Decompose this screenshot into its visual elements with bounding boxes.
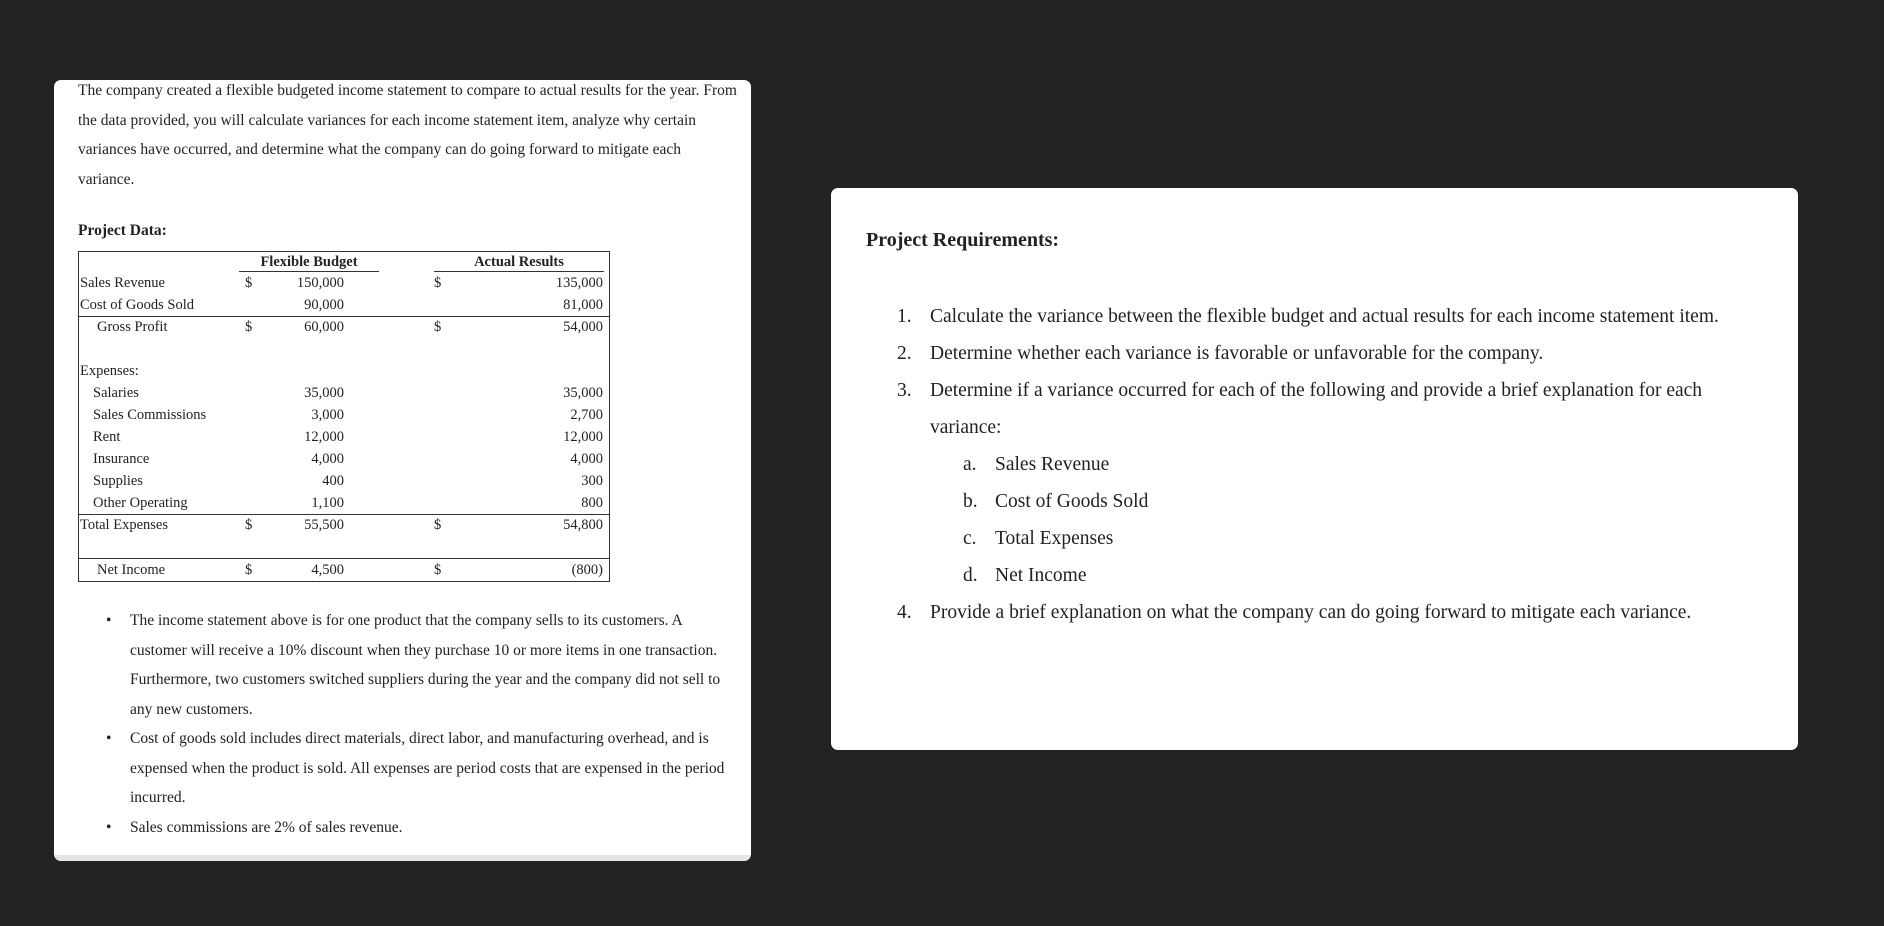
row-label: Salaries — [93, 385, 139, 401]
actual-value: 135,000 — [555, 275, 603, 291]
sub-item-letter: c. — [963, 528, 977, 549]
actual-value: (800) — [571, 562, 603, 578]
sub-item-letter: d. — [963, 565, 978, 586]
actual-value: 81,000 — [563, 297, 603, 313]
table-row — [79, 470, 609, 492]
table-row — [79, 426, 609, 448]
list-item — [106, 813, 742, 843]
row-label: Sales Commissions — [93, 407, 207, 423]
bullet: • — [106, 818, 112, 836]
requirements-panel — [831, 188, 1798, 750]
sub-item-text: Sales Revenue — [995, 454, 1110, 475]
table-row — [79, 316, 609, 338]
row-label: Rent — [93, 429, 121, 445]
budget-value: 1,100 — [311, 495, 344, 511]
table-row — [79, 360, 609, 382]
requirements-title: Project Requirements: — [866, 229, 1060, 251]
row-label: Net Income — [97, 562, 166, 578]
row-label: Sales Revenue — [80, 275, 165, 291]
actual-value: 4,000 — [570, 451, 603, 467]
sub-item-letter: b. — [963, 491, 978, 512]
intro-paragraph: The company created a flexible budgeted income statement to compare to actual results for the year. From the data provided, you will calculate variances for each income statement item, analyze why certain variances have occurred, and determine what the company can do going forward to mitigate each variance. — [78, 82, 737, 188]
table-row — [79, 404, 609, 426]
sub-item-text: Net Income — [995, 565, 1087, 586]
row-label: Gross Profit — [97, 319, 168, 335]
currency-symbol: $ — [245, 319, 253, 335]
table-row — [79, 382, 609, 404]
budget-value: 3,000 — [311, 407, 344, 423]
table-row — [79, 514, 609, 536]
actual-value: 54,000 — [563, 319, 603, 335]
project-data-panel — [54, 80, 751, 861]
budget-value: 400 — [322, 473, 344, 489]
list-item — [106, 606, 742, 724]
item-number: 2. — [897, 343, 912, 364]
row-label: Supplies — [93, 473, 143, 489]
currency-symbol: $ — [245, 275, 253, 291]
notes-list — [106, 606, 742, 842]
bullet: • — [106, 612, 112, 629]
list-item — [897, 594, 1757, 631]
actual-value: 54,800 — [563, 517, 603, 533]
budget-value: 4,500 — [311, 562, 344, 578]
row-label: Insurance — [93, 451, 150, 467]
sub-item — [930, 446, 1757, 483]
budget-value: 4,000 — [311, 451, 344, 467]
actual-value: 12,000 — [563, 429, 603, 445]
requirements-list — [897, 298, 1757, 631]
actual-value: 300 — [581, 473, 603, 489]
currency-symbol: $ — [245, 562, 253, 578]
table-row — [79, 492, 609, 514]
project-data-title: Project Data: — [78, 222, 167, 239]
sub-item — [930, 520, 1757, 557]
row-label: Cost of Goods Sold — [80, 297, 195, 313]
item-number: 1. — [897, 306, 912, 327]
budget-value: 150,000 — [296, 275, 344, 291]
item-number: 3. — [897, 380, 912, 401]
table-row — [79, 272, 609, 294]
horizontal-scrollbar[interactable] — [54, 855, 751, 861]
actual-value: 2,700 — [570, 407, 603, 423]
income-statement-table — [78, 251, 610, 582]
sub-list — [930, 446, 1757, 594]
sub-item — [930, 483, 1757, 520]
actual-value: 35,000 — [563, 385, 603, 401]
row-label: Other Operating — [93, 495, 188, 511]
currency-symbol: $ — [434, 562, 442, 578]
sub-item — [930, 557, 1757, 594]
budget-value: 55,500 — [304, 517, 344, 533]
row-label: Total Expenses — [80, 517, 168, 533]
item-number: 4. — [897, 602, 912, 623]
item-text: Determine whether each variance is favorable or unfavorable for the company. — [930, 343, 1544, 364]
currency-symbol: $ — [434, 319, 442, 335]
list-item — [106, 724, 742, 813]
sub-item-letter: a. — [963, 454, 977, 475]
header-flexible-budget: Flexible Budget — [239, 254, 379, 272]
header-actual-results: Actual Results — [434, 254, 604, 272]
item-text: Provide a brief explanation on what the company can do going forward to mitigate each variance. — [930, 602, 1692, 623]
list-item — [897, 298, 1757, 335]
note-text: Sales commissions are 2% of sales revenue. — [130, 818, 403, 836]
budget-value: 90,000 — [304, 297, 344, 313]
bullet: • — [106, 730, 112, 747]
table-row — [79, 448, 609, 470]
list-item — [897, 372, 1757, 594]
note-text: Cost of goods sold includes direct materials, direct labor, and manufacturing overhead, and is expensed when the product is sold. All expenses are period costs that are expensed in the period incurred. — [130, 730, 725, 806]
budget-value: 35,000 — [304, 385, 344, 401]
budget-value: 60,000 — [304, 319, 344, 335]
table-row — [79, 559, 609, 581]
row-label: Expenses: — [80, 363, 139, 379]
table-row — [79, 294, 609, 316]
budget-value: 12,000 — [304, 429, 344, 445]
actual-value: 800 — [581, 495, 603, 511]
currency-symbol: $ — [245, 517, 253, 533]
item-text: Calculate the variance between the flexible budget and actual results for each income statement item. — [930, 306, 1719, 327]
list-item — [897, 335, 1757, 372]
item-text: Determine if a variance occurred for each of the following and provide a brief explanation for each variance: — [930, 380, 1703, 438]
sub-item-text: Cost of Goods Sold — [995, 491, 1149, 512]
currency-symbol: $ — [434, 517, 442, 533]
currency-symbol: $ — [434, 275, 442, 291]
note-text: The income statement above is for one product that the company sells to its customers. A customer will receive a 10% discount when they purchase 10 or more items in one transaction. Furthermore, two customers switched suppliers during the year and the company did not sell to any new customers. — [130, 612, 721, 718]
sub-item-text: Total Expenses — [995, 528, 1114, 549]
